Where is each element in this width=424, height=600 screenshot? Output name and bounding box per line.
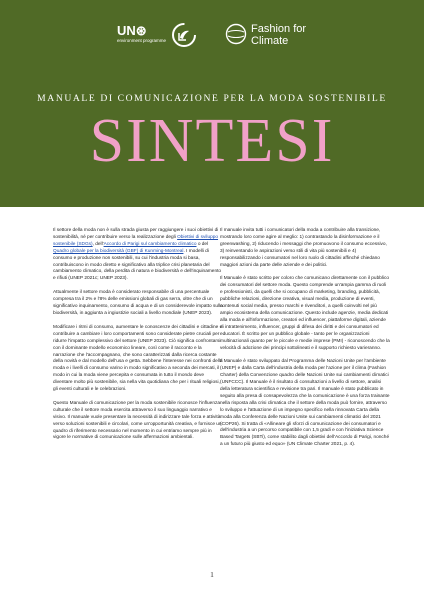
- fashion-logo-text: Fashion for Climate: [251, 23, 307, 47]
- paragraph: Questo Manuale di comunicazione per la moda sostenibile riconosce l'influenza culturale che il settore moda esercita attraverso il suo linguaggio narrativo e visivo. Il manuale vuole presentare la necessità di indirizzare tale forza e attività verso soluzioni sostenibili e circolari, come un'opportunità creativa, e fornisce un quadro di riferimento necessario nel momento in cui entriamo sempre più in vigore le normative di comunicazione sulle affermazioni ambientali.: [53, 400, 222, 441]
- unep-logo: [117, 23, 167, 50]
- climate-circle-icon: [171, 22, 197, 48]
- paragraph: Modificare i ritmi di consumo, aumentare le conoscenze dei cittadini e cittadine e contribuire a cambiare i loro comportamenti sono considerate pietre cruciali per ridurre l'impatto complessivo del settore (UNEP 2023). Ciò significa confrontarsi con il dominante modello economico lineare, così come il racconto e la narrazione che l'accompagnano, che sono caratterizzati dalla ricerca costante della novità e dal modello dell'usa e getta. Sebbene l'interesse nei confronti della moda e i livelli di consumo varino in modo significativo a seconda dei mercati, il modo in cui la moda viene percepita e consumata in tutto il mondo deve diventare molto più sostenibile, sia nella vita quotidiana che per i rituali religiosi, gli eventi culturali e le celebrazioni.: [53, 324, 223, 393]
- logo-row: [0, 22, 424, 52]
- fashion-for-climate-logo: [225, 22, 335, 52]
- text-span: o del: [196, 241, 209, 247]
- page-title: SINTESI: [89, 107, 335, 175]
- header-banner: [0, 0, 424, 207]
- paragraph: Il Manuale è stato scritto per coloro che comunicano direttamente con il pubblico dei consumatori del settore moda. Questo comprende un'ampia gamma di ruoli e professionisti, da quelli che si occupano di marketing, branding, pubblicità, pubbliche relazioni, direzione creativa, visual media, produzione di eventi, contenuti social media, presso marchi e rivenditori, a quelli coinvolti nel più ampio ecosistema della comunicazione. Questo include agenzie, media dedicati alla moda e all'informazione, creatori ed influencer, piattaforme digitali, aziende di intrattenimento, influencer, gruppi di difesa dei diritti e dei consumatori ed educatori. È scritto per un pubblico globale - tanto per le organizzazioni multinazionali quanto per le piccole e medie imprese (PMI) - riconoscendo che la velocità di adozione dei principi sottolineati e il supporto richiesto varieranno.: [220, 276, 390, 351]
- manual-title: MANUALE DI COMUNICAZIONE PER LA MODA SOSTENIBILE: [37, 93, 387, 104]
- paragraph: [53, 228, 223, 283]
- paragraph: Il manuale invita tutti i comunicatori della moda a contribuire alla transizione, mostrando loro come agire al meglio: 1) contrastando la disinformazione e il greenwashing, 2) riducendo i messaggi che promuovono il consumo eccessivo, 3) reinventando le aspirazioni verso stili di vita più sostenibili e 4) responsabilizzando i consumatori nel loro ruolo di cittadini affinché chiedano maggiori azioni da parte delle aziende e dei politici.: [220, 228, 387, 268]
- fashion-circle-icon: [225, 23, 247, 45]
- unep-mark: UN⊛: [117, 23, 147, 38]
- paragraph: Attualmente il settore moda è considerato responsabile di una percentuale compresa tra il 2% e l'8% delle emissioni globali di gas serra, oltre che di un significativo inquinamento, consumo di acqua e di un considerevole impatto sulla biodiversità, in aggiunta a ingiustizie sociali a livello mondiale (UNEP 2023).: [53, 290, 223, 316]
- sdgs-link[interactable]: Obiettivi di sviluppo sostenibile (SDGs): [53, 234, 219, 247]
- unep-subtitle: environment programme: [117, 38, 167, 43]
- paris-agreement-link[interactable]: Accordo di Parigi sul cambiamento climatico: [103, 241, 197, 247]
- gbf-link[interactable]: Quadro globale per la biodiversità (GBF) di Kunming-Montreal: [53, 248, 184, 254]
- text-span: . I modelli di consumo e produzione non sostenibili, su cui l'industria moda si basa, contribuiscono in modo diretto e significativo alla triplice crisi planetaria del cambiamento climatico, della perdita di natura e biodiversità e dell'inquinamento e rifiuti (UNEP 2021c; UNEP 2023).: [53, 248, 222, 282]
- paragraph: Il Manuale è stato sviluppato dal Programma delle Nazioni Unite per l'ambiente (UNEP) e dalla Carta dell'industria della moda per l'azione per il clima (Fashion Charter) della Convenzione quadro delle Nazioni Unite sui cambiamenti climatici (UNFCCC). Il Manuale è il risultato di consultazioni a livello di settore, analisi della letteratura scientifica e revisione tra pari. Il manuale è stato pubblicato in seguito alla presa di consapevolezza che la comunicazione è una forza trainante nella risposta alla crisi climatica che il settore della moda può fornire, attraverso lo sviluppo e l'attuazione di un impegno specifico nella rinnovata Carta della moda alla Conferenza delle Nazioni Unite sui cambiamenti climatici del 2021 (COP26). Si tratta di «Allineare gli sforzi di comunicazione dei consumatori e dell'industria a un percorso compatibile con 1,5 gradi e con l'iniziativa Science Based Targets (SBTi), come stabilito dagli obiettivi dell'Accordo di Parigi, nonché a un futuro più giusto ed equo» (UN Climate Charter 2021, p. 4).: [220, 359, 390, 448]
- page-number: 1: [210, 570, 214, 579]
- text-span: Il settore della moda non è sulla strada giusta per raggiungere i suoi obiettivi di sostenibilità, né per contribuire verso la realizzazione degli: [53, 228, 219, 240]
- right-column: [220, 228, 390, 456]
- left-column: [53, 228, 223, 449]
- text-span: , dell': [92, 241, 104, 247]
